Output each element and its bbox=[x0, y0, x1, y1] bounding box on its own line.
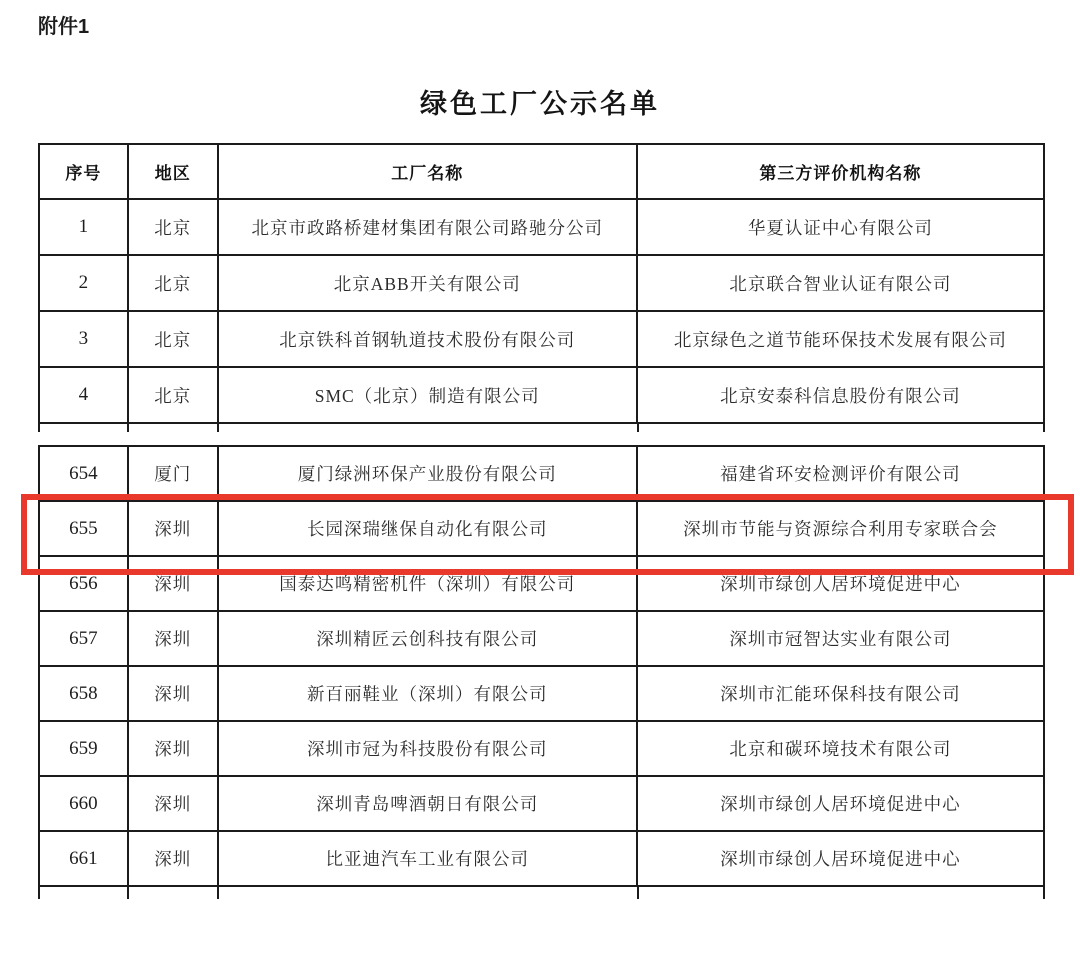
cell-seq: 3 bbox=[39, 311, 128, 367]
cell-factory: 厦门绿洲环保产业股份有限公司 bbox=[218, 446, 637, 501]
cell-region: 北京 bbox=[128, 367, 218, 423]
cell-seq: 657 bbox=[39, 611, 128, 666]
cell-agency: 北京绿色之道节能环保技术发展有限公司 bbox=[637, 311, 1044, 367]
cell-region: 深圳 bbox=[128, 721, 218, 776]
cell-seq: 1 bbox=[39, 199, 128, 255]
cell-factory: SMC（北京）制造有限公司 bbox=[218, 367, 637, 423]
column-header-agency: 第三方评价机构名称 bbox=[637, 144, 1044, 199]
cell-agency: 深圳市绿创人居环境促进中心 bbox=[637, 556, 1044, 611]
cell-agency: 北京和碳环境技术有限公司 bbox=[637, 721, 1044, 776]
table-cut-edge-bottom bbox=[38, 887, 1045, 899]
cell-agency: 华夏认证中心有限公司 bbox=[637, 199, 1044, 255]
page-title: 绿色工厂公示名单 bbox=[420, 89, 660, 119]
cell-region: 深圳 bbox=[128, 666, 218, 721]
table-row bbox=[39, 776, 1044, 831]
cell-agency: 深圳市绿创人居环境促进中心 bbox=[637, 831, 1044, 886]
cell-region: 深圳 bbox=[128, 611, 218, 666]
cell-region: 北京 bbox=[128, 199, 218, 255]
green-factory-table bbox=[38, 143, 1045, 899]
cell-factory: 深圳市冠为科技股份有限公司 bbox=[218, 721, 637, 776]
cell-factory: 北京ABB开关有限公司 bbox=[218, 255, 637, 311]
cell-seq: 4 bbox=[39, 367, 128, 423]
column-header-factory: 工厂名称 bbox=[218, 144, 637, 199]
table-row bbox=[39, 367, 1044, 423]
cell-seq: 655 bbox=[39, 501, 128, 556]
cell-agency: 深圳市节能与资源综合利用专家联合会 bbox=[637, 501, 1044, 556]
cell-seq: 660 bbox=[39, 776, 128, 831]
cell-agency: 深圳市汇能环保科技有限公司 bbox=[637, 666, 1044, 721]
cell-region: 北京 bbox=[128, 255, 218, 311]
cell-factory: 长园深瑞继保自动化有限公司 bbox=[218, 501, 637, 556]
table-row bbox=[39, 446, 1044, 501]
cell-factory: 北京铁科首钢轨道技术股份有限公司 bbox=[218, 311, 637, 367]
cell-factory: 国泰达鸣精密机件（深圳）有限公司 bbox=[218, 556, 637, 611]
table-row bbox=[39, 501, 1044, 556]
table-section-gap bbox=[38, 432, 1045, 445]
cell-region: 深圳 bbox=[128, 556, 218, 611]
cell-seq: 658 bbox=[39, 666, 128, 721]
table-row bbox=[39, 199, 1044, 255]
cell-agency: 深圳市绿创人居环境促进中心 bbox=[637, 776, 1044, 831]
cell-factory: 比亚迪汽车工业有限公司 bbox=[218, 831, 637, 886]
cell-seq: 2 bbox=[39, 255, 128, 311]
cell-seq: 659 bbox=[39, 721, 128, 776]
cell-seq: 654 bbox=[39, 446, 128, 501]
table-row bbox=[39, 831, 1044, 886]
table-row bbox=[39, 611, 1044, 666]
cell-factory: 深圳青岛啤酒朝日有限公司 bbox=[218, 776, 637, 831]
cell-region: 厦门 bbox=[128, 446, 218, 501]
cell-agency: 北京联合智业认证有限公司 bbox=[637, 255, 1044, 311]
table-row bbox=[39, 721, 1044, 776]
cell-factory: 新百丽鞋业（深圳）有限公司 bbox=[218, 666, 637, 721]
cell-region: 深圳 bbox=[128, 501, 218, 556]
table-row bbox=[39, 311, 1044, 367]
cell-agency: 深圳市冠智达实业有限公司 bbox=[637, 611, 1044, 666]
cell-factory: 深圳精匠云创科技有限公司 bbox=[218, 611, 637, 666]
attachment-label: 附件1 bbox=[38, 16, 90, 38]
table-section-top bbox=[38, 143, 1045, 424]
table-cut-edge bbox=[38, 424, 1045, 432]
cell-region: 北京 bbox=[128, 311, 218, 367]
table-section-bottom bbox=[38, 445, 1045, 887]
table-row bbox=[39, 666, 1044, 721]
cell-factory: 北京市政路桥建材集团有限公司路驰分公司 bbox=[218, 199, 637, 255]
cell-agency: 福建省环安检测评价有限公司 bbox=[637, 446, 1044, 501]
cell-region: 深圳 bbox=[128, 776, 218, 831]
table-row bbox=[39, 556, 1044, 611]
cell-seq: 656 bbox=[39, 556, 128, 611]
table-header-row bbox=[39, 144, 1044, 199]
column-header-seq: 序号 bbox=[39, 144, 128, 199]
cell-seq: 661 bbox=[39, 831, 128, 886]
cell-region: 深圳 bbox=[128, 831, 218, 886]
table-row bbox=[39, 255, 1044, 311]
column-header-region: 地区 bbox=[128, 144, 218, 199]
cell-agency: 北京安泰科信息股份有限公司 bbox=[637, 367, 1044, 423]
